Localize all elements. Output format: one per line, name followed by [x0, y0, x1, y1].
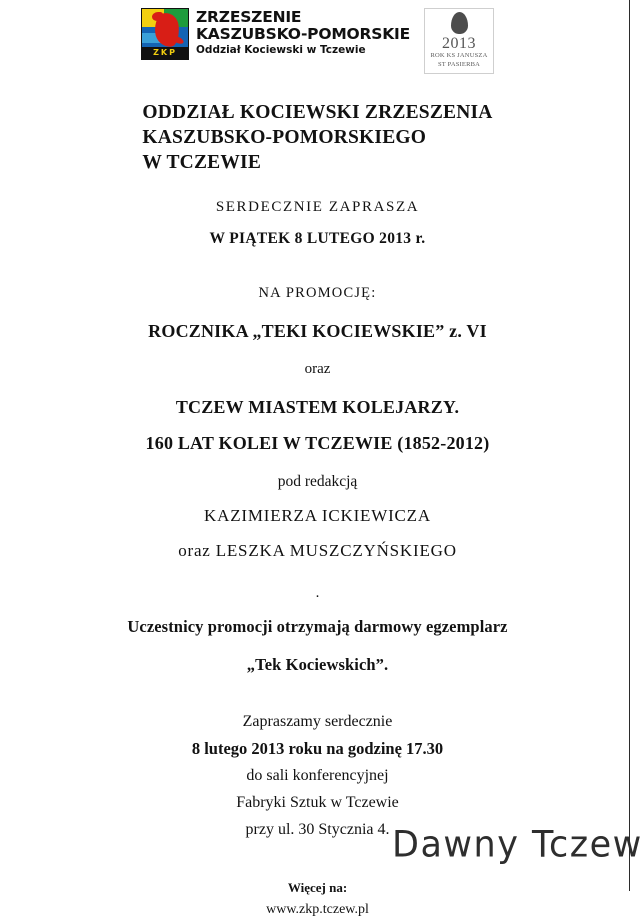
editor-two: oraz LESZKA MUSZCZYŃSKIEGO	[178, 541, 457, 560]
spacer	[40, 602, 595, 614]
more-info-label: Więcej na:	[287, 880, 348, 895]
invitation-line2: 8 lutego 2013 roku na godzinę 17.30	[191, 739, 444, 758]
watermark-dawny-tczew: Dawny Tczew	[392, 824, 643, 866]
gift-line1: Uczestnicy promocji otrzymają darmowy egzemplarz	[127, 617, 508, 636]
conjunction-line: oraz	[304, 361, 331, 377]
separator-dot: .	[315, 585, 320, 601]
org-title-line1: ODDZIAŁ KOCIEWSKI ZRZESZENIA	[142, 102, 493, 123]
zkp-wordmark-line2: KASZUBSKO-POMORSKIE	[196, 25, 410, 43]
year-badge-caption-line1: ROK KS JANUSZA	[430, 52, 488, 59]
zkp-wordmark-line1: ZRZESZENIE	[196, 8, 302, 26]
spacer	[40, 249, 595, 283]
invitation-line5: przy ul. 30 Stycznia 4.	[245, 821, 390, 838]
spacer	[40, 343, 595, 359]
spacer	[40, 640, 595, 652]
invites-line: SERDECZNIE ZAPRASZA	[215, 199, 420, 215]
zkp-acronym-label: ZKP	[142, 47, 188, 59]
griffin-head-icon	[152, 12, 163, 21]
invitation-line1: Zapraszamy serdecznie	[242, 713, 393, 730]
page-edge-rule	[629, 0, 630, 891]
zkp-wordmark	[196, 8, 410, 58]
zkp-emblem-icon	[141, 8, 189, 60]
poster-content	[0, 74, 635, 921]
year-badge-caption-line2: ST PASIERBA	[437, 60, 481, 68]
pasierb-portrait-icon	[451, 12, 468, 34]
spacer	[40, 175, 595, 197]
spacer	[40, 492, 595, 504]
org-title-line3: W TCZEWIE	[142, 152, 262, 173]
event-intro: NA PROMOCJĘ:	[258, 285, 377, 301]
org-title-line2: KASZUBSKO-POMORSKIEGO	[142, 127, 427, 148]
year-badge	[424, 8, 494, 74]
book-one-title: ROCZNIKA „TEKI KOCIEWSKIE” z. VI	[148, 321, 487, 341]
zkp-logo	[141, 8, 410, 60]
year-badge-year: 2013	[442, 35, 476, 52]
invitation-line3: do sali konferencyjnej	[246, 767, 389, 784]
invitation-line4: Fabryki Sztuk w Tczewie	[236, 794, 399, 811]
spacer	[40, 678, 595, 708]
organization-title	[142, 100, 492, 175]
date-line: W PIĄTEK 8 LUTEGO 2013 r.	[209, 230, 426, 247]
spacer	[40, 455, 595, 471]
header-logos	[0, 0, 635, 74]
spacer	[40, 562, 595, 584]
spacer	[40, 217, 595, 229]
gift-line2: „Tek Kociewskich”.	[246, 655, 389, 674]
website-url[interactable]: www.zkp.tczew.pl	[266, 902, 369, 917]
spacer	[40, 379, 595, 395]
spacer	[40, 303, 595, 319]
editor-role: pod redakcją	[277, 473, 358, 490]
book-two-title-line1: TCZEW MIASTEM KOLEJARZY.	[175, 397, 460, 417]
spacer	[40, 419, 595, 431]
editor-one: KAZIMIERZA ICKIEWICZA	[204, 506, 431, 525]
book-two-title-line2: 160 LAT KOLEI W TCZEWIE (1852-2012)	[145, 433, 490, 453]
spacer	[40, 527, 595, 539]
zkp-wordmark-subtitle: Oddział Kociewski w Tczewie	[196, 44, 366, 56]
